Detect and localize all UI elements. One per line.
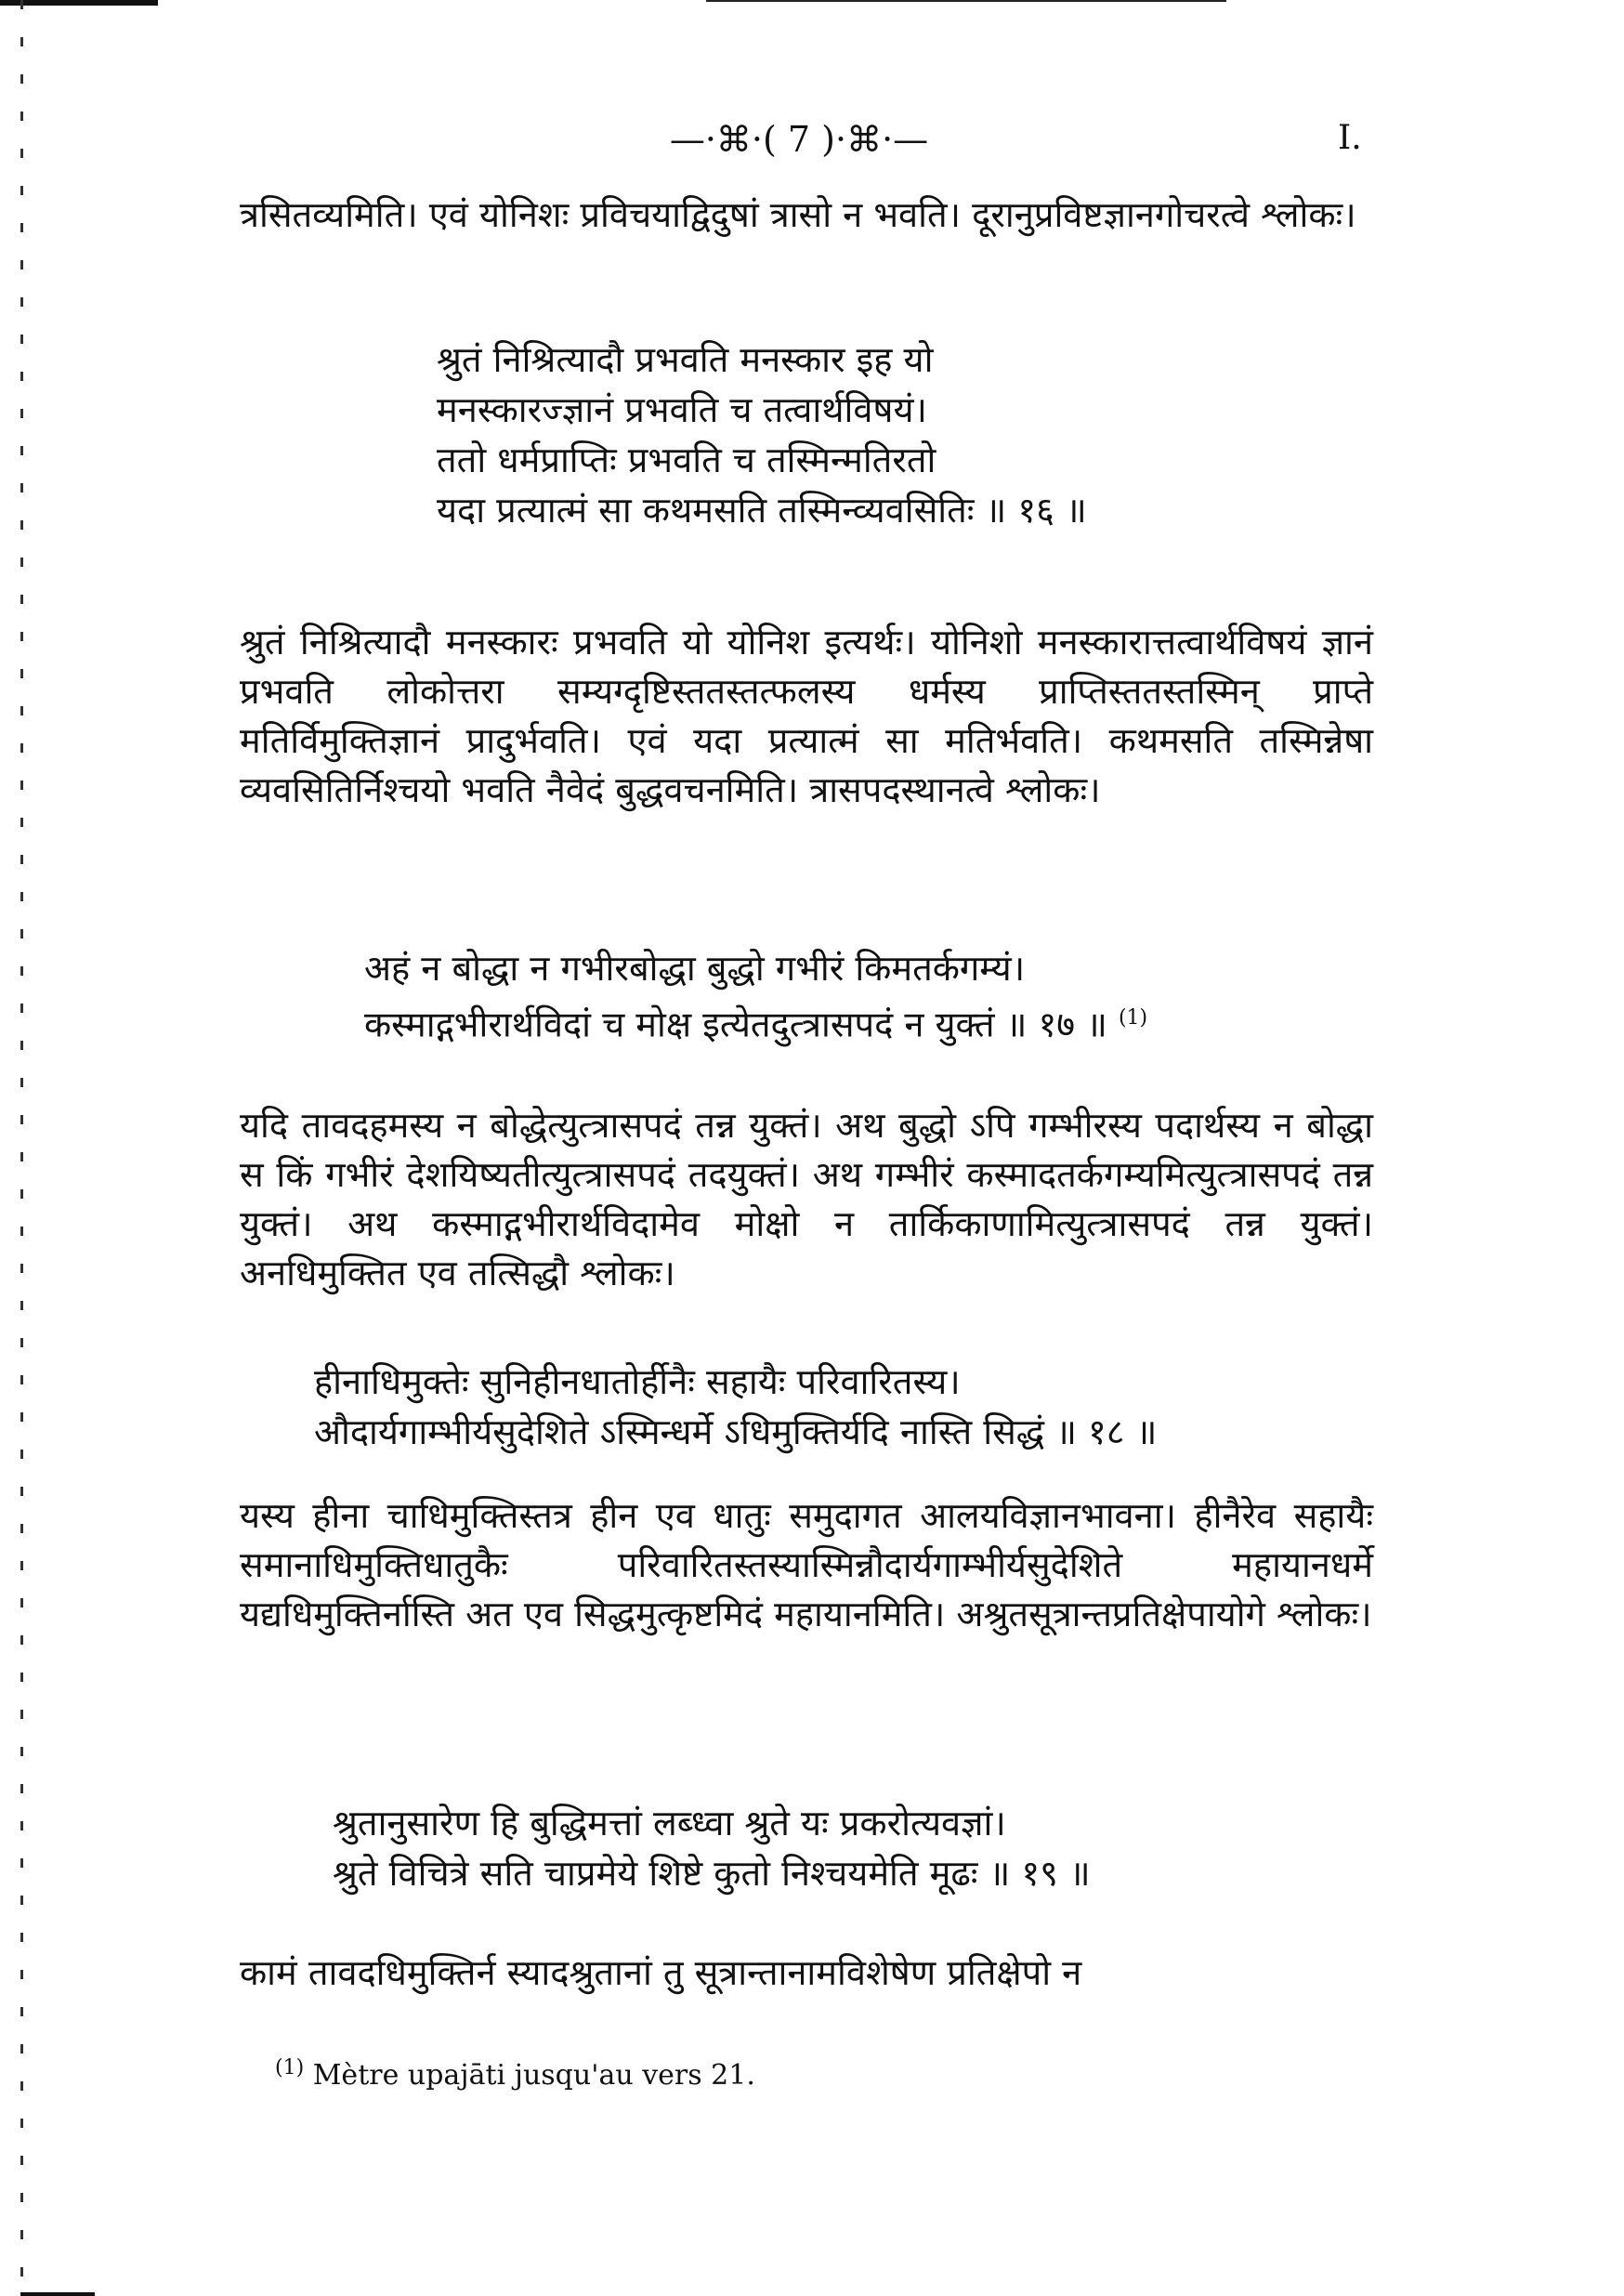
page-number: —·⌘·( 7 )·⌘·— [669, 119, 929, 160]
verse-17 [364, 943, 1147, 1050]
verse-line: अहं न बोद्धा न गभीरबोद्धा बुद्धो गभीरं किमतर्कगम्यं। [364, 948, 1026, 989]
binding-edge [20, 0, 23, 2296]
bottom-rule [20, 2292, 95, 2296]
footnote-ref: (1) [1118, 1006, 1148, 1030]
verse-line: ततो धर्मप्राप्तिः प्रभवति च तस्मिन्मतिरतो [437, 440, 936, 480]
verse-16 [437, 335, 1087, 535]
top-rule [706, 0, 1226, 2]
footnote [275, 2056, 755, 2092]
prose-paragraph: कामं तावदधिमुक्तिर्न स्यादश्रुतानां तु सूत्रान्तानामविशेषेण प्रतिक्षेपो न [240, 1952, 1082, 1993]
prose-paragraph: यस्य हीना चाधिमुक्तिस्तत्र हीन एव धातुः समुदागत आलयविज्ञानभावना। हीनैरेव सहायैः समानाधिमुक्तिधातुकैः परिवारितस्तस्यास्मिन्नौदार्यगाम्भीर्यसुदेशिते महायानधर्मे यद्यधिमुक्तिर्नास्ति अत एव सिद्धमुत्कृष्टमिदं महायानमिति। अश्रुतसूत्रान्तप्रतिक्षेपायोगे श्लोकः। [240, 1495, 1373, 1634]
verse-line: श्रुते विचित्रे सति चाप्रमेये शिष्टे कुतो निश्चयमेति मूढः ॥ १९ ॥ [333, 1853, 1091, 1894]
verse-18 [314, 1357, 1157, 1457]
verse-19 [333, 1798, 1091, 1898]
footnote-mark: (1) [275, 2056, 305, 2080]
verse-line: श्रुतानुसारेण हि बुद्धिमत्तां लब्ध्वा श्रुते यः प्रकरोत्यवज्ञां। [333, 1803, 1006, 1843]
verse-line: यदा प्रत्यात्मं सा कथमसति तस्मिन्व्यवसितिः ॥ १६ ॥ [437, 490, 1087, 531]
prose-paragraph: त्रसितव्यमिति। एवं योनिशः प्रविचयाद्विदुषां त्रासो न भवति। दूरानुप्रविष्टज्ञानगोचरत्वे श्लोकः। [240, 194, 1356, 235]
verse-line: मनस्कारज्ज्ञानं प्रभवति च तत्वार्थविषयं। [437, 389, 927, 430]
top-rule [0, 0, 158, 6]
verse-line: औदार्यगाम्भीर्यसुदेशिते ऽस्मिन्धर्मे ऽधिमुक्तिर्यदि नास्ति सिद्धं ॥ १८ ॥ [314, 1411, 1158, 1452]
footnote-text: Mètre upajāti jusqu'au vers 21. [312, 2059, 755, 2092]
verse-line: श्रुतं निश्रित्यादौ प्रभवति मनस्कार इह यो [437, 339, 934, 380]
prose-paragraph: यदि तावदहमस्य न बोद्धेत्युत्त्रासपदं तन्न युक्तं। अथ बुद्धो ऽपि गम्भीरस्य पदार्थस्य न बोद्धा स किं गभीरं देशयिष्यतीत्युत्त्रासपदं तदयुक्तं। अथ गम्भीरं कस्मादतर्कगम्यमित्युत्त्रासपदं तन्न युक्तं। अथ कस्माद्गभीरार्थविदामेव मोक्षो न तार्किकाणामित्युत्त्रासपदं तन्न युक्तं। अनधिमुक्तित एव तत्सिद्धौ श्लोकः। [240, 1105, 1373, 1293]
verse-line: कस्माद्गभीरार्थविदां च मोक्ष इत्येतदुत्त्रासपदं न युक्तं ॥ १७ ॥ [364, 1004, 1107, 1045]
prose-paragraph: श्रुतं निश्रित्यादौ मनस्कारः प्रभवति यो योनिश इत्यर्थः। योनिशो मनस्कारात्तत्वार्थविषयं ज्ञानं प्रभवति लोकोत्तरा सम्यग्दृष्टिस्ततस्तत्फलस्य धर्मस्य प्राप्तिस्ततस्तस्मिन् प्राप्ते मतिर्विमुक्तिज्ञानं प्रादुर्भवति। एवं यदा प्रत्यात्मं सा मतिर्भवति। कथमसति तस्मिन्नेषा व्यवसितिर्निश्चयो भवति नैवेदं बुद्धवचनमिति। त्रासपदस्थानत्वे श्लोकः। [240, 622, 1373, 810]
verse-line: हीनाधिमुक्तेः सुनिहीनधातोर्हीनैः सहायैः परिवारितस्य। [314, 1361, 961, 1402]
page-header [0, 119, 1624, 175]
signature-mark: I. [1338, 119, 1362, 157]
